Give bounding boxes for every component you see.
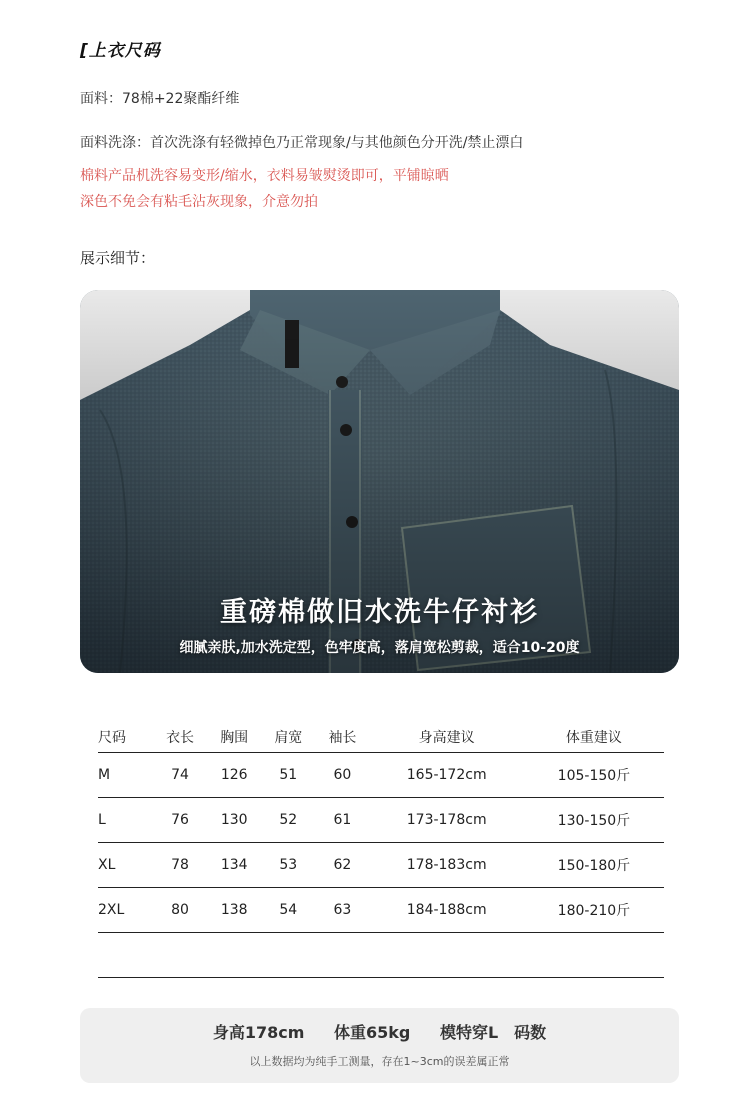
- table-cell: 180-210斤: [524, 888, 664, 933]
- table-cell: 76: [153, 798, 207, 843]
- product-headline: 重磅棉做旧水洗牛仔衬衫: [220, 597, 539, 628]
- model-size: 模特穿L 码数: [439, 1023, 547, 1042]
- table-cell: 178-183cm: [370, 843, 524, 888]
- table-cell: 126: [207, 753, 261, 798]
- warning-line-2: 深色不免会有粘毛沾灰现象，介意勿拍: [80, 194, 318, 210]
- table-cell: 78: [153, 843, 207, 888]
- model-info-panel: [80, 1008, 679, 1083]
- table-cell: 130: [207, 798, 261, 843]
- header-cell: 胸围: [207, 722, 261, 753]
- table-bottom-divider: [98, 977, 664, 978]
- table-cell: L: [98, 798, 153, 843]
- table-cell: 51: [261, 753, 315, 798]
- table-row: [98, 888, 664, 933]
- table-row: [98, 753, 664, 798]
- table-row: [98, 798, 664, 843]
- table-cell: 74: [153, 753, 207, 798]
- table-cell: 60: [315, 753, 369, 798]
- header-cell: 身高建议: [370, 722, 524, 753]
- fabric-info: 面料：78棉+22聚酯纤维: [80, 91, 240, 107]
- table-cell: 80: [153, 888, 207, 933]
- warning-line-1: 棉料产品机洗容易变形/缩水，衣料易皱熨烫即可，平铺晾晒: [80, 168, 449, 184]
- table-cell: M: [98, 753, 153, 798]
- size-table: [98, 722, 664, 933]
- header-cell: 衣长: [153, 722, 207, 753]
- table-cell: 184-188cm: [370, 888, 524, 933]
- detail-label: 展示细节：: [80, 249, 156, 267]
- table-cell: 105-150斤: [524, 753, 664, 798]
- table-cell: 63: [315, 888, 369, 933]
- table-cell: 138: [207, 888, 261, 933]
- section-title: [上衣尺码: [80, 41, 161, 61]
- size-table-header: [98, 722, 664, 753]
- header-cell: 肩宽: [261, 722, 315, 753]
- model-stats: [80, 1020, 679, 1043]
- wash-info: 面料洗涤：首次洗涤有轻微掉色乃正常现象/与其他颜色分开洗/禁止漂白: [80, 135, 524, 151]
- measurement-note: 以上数据均为纯手工测量，存在1~3cm的误差属正常: [249, 1055, 510, 1068]
- table-cell: 52: [261, 798, 315, 843]
- header-cell: 体重建议: [524, 722, 664, 753]
- table-cell: 62: [315, 843, 369, 888]
- table-cell: 150-180斤: [524, 843, 664, 888]
- table-cell: 173-178cm: [370, 798, 524, 843]
- table-cell: 2XL: [98, 888, 153, 933]
- table-cell: 130-150斤: [524, 798, 664, 843]
- table-cell: 53: [261, 843, 315, 888]
- model-height: 身高178cm: [212, 1023, 305, 1042]
- table-row: [98, 843, 664, 888]
- table-cell: 165-172cm: [370, 753, 524, 798]
- model-weight: 体重65kg: [333, 1023, 411, 1042]
- table-cell: 54: [261, 888, 315, 933]
- product-subline: 细腻亲肤,加水洗定型，色牢度高，落肩宽松剪裁，适合10-20度: [179, 640, 580, 656]
- header-cell: 袖长: [315, 722, 369, 753]
- header-cell: 尺码: [98, 722, 153, 753]
- product-photo: [80, 290, 679, 673]
- table-cell: 61: [315, 798, 369, 843]
- table-cell: XL: [98, 843, 153, 888]
- table-cell: 134: [207, 843, 261, 888]
